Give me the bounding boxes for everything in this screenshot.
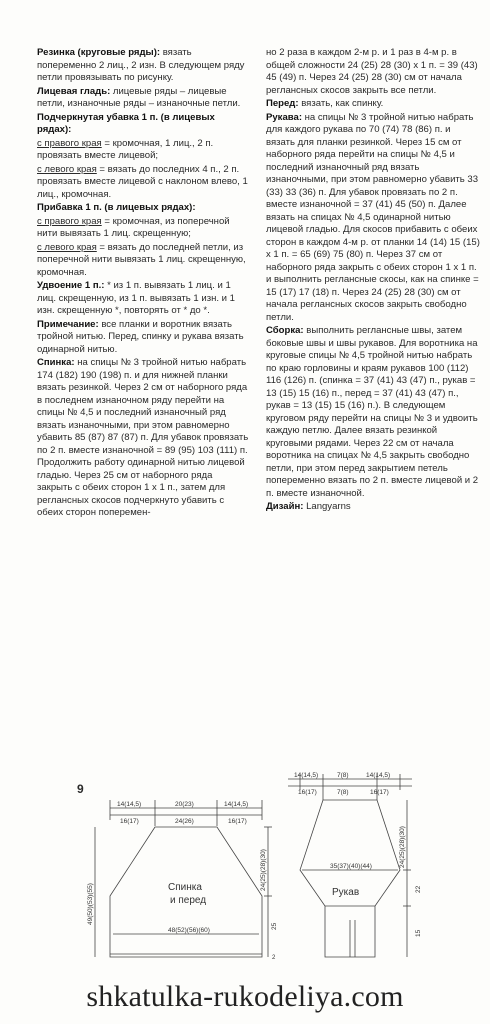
pattern-diagram: [0, 760, 490, 980]
sleeve-top-mid-a: 7(8): [337, 772, 349, 779]
paragraph-heading: Удвоение 1 п.:: [37, 280, 105, 291]
paragraph: [37, 242, 250, 280]
paragraph-text: = вязать до последней петли, из поперечной нити вывязать 1 лиц. скрещенную, кромочная.: [37, 241, 246, 278]
paragraph-text: на спицы № 3 тройной нитью набрать для каждого рукава по 70 (74) 78 (86) п. и вязать для планки резинкой. Через 15 см от наборного ряда перейти на спицы № 4,5 и последний изнаночный ряд вязать изнаночными, при этом равномерно убавить 33 (33) 33 (36) п. Для убавок провязать по 2 п. вместе изнаночной = 37 (41) 45 (50) п. Далее вязать на спицах № 4,5 одинарной нитью лицевой гладью. Для скосов прибавить с обеих сторон в каждом 4-м р. от планки 14 (14) 15 (15) х 1 п. = 65 (69) 75 (80) п. Через 37 см от наборного ряда закрыть с обеих сторон 1 х 1 п. и выполнить реглансные скосы, как на спинке = 15 (17) 17 (18) п. Через 24 (25) 28 (30) см от начала реглансных скосов закрыть свободно петли.: [266, 111, 480, 323]
paragraph-text: но 2 раза в каждом 2-м р. и 1 раз в 4-м р. в общей сложности 24 (25) 28 (30) х 1 п. = 39 (43) 45 (49) п. Через 24 (25) 28 (30) см от начала реглансных скосов закрыть все петли.: [266, 47, 478, 96]
paragraph-text: вязать, как спинку.: [298, 98, 384, 109]
paragraph-text: Langyarns: [303, 501, 351, 512]
body-top-left-a: 14(14,5): [117, 801, 142, 808]
paragraph: [37, 47, 250, 85]
edge-label: с правого края: [37, 137, 102, 149]
body-height-total: 49(50)(53)(55): [87, 883, 94, 925]
body-top-left-b: 16(17): [120, 818, 139, 825]
sleeve-label: Рукав: [332, 887, 360, 898]
paragraph-text: = вязать до последних 4 п., 2 п. провязать вместе лицевой с наклоном влево, 1 лиц., кромочная.: [37, 163, 248, 200]
body-height-band: 2: [272, 955, 276, 961]
paragraph: [266, 47, 480, 97]
instructions-right-column: [266, 47, 480, 514]
watermark: shkatulka-rukodeliya.com: [86, 980, 404, 1013]
sleeve-height-cuff: 15: [415, 929, 422, 937]
paragraph: [37, 112, 250, 137]
paragraph: [37, 216, 250, 241]
paragraph: [266, 501, 480, 514]
paragraph-text: * из 1 п. вывязать 1 лиц. и 1 лиц. скрещенную, из 1 п. вывязать 1 изн. и 1 изн. скрещенную *, повторять от * до *.: [37, 280, 235, 316]
sleeve-top-right-a: 14(14,5): [366, 772, 391, 779]
paragraph-heading: Сборка:: [266, 325, 304, 336]
sleeve-top-right-b: 16(17): [370, 789, 389, 796]
paragraph-heading: Лицевая гладь:: [37, 85, 111, 97]
sleeve-width: 35(37)(40)(44): [330, 863, 372, 870]
edge-label: с правого края: [37, 215, 102, 227]
paragraph-heading: Прибавка 1 п. (в лицевых рядах):: [37, 202, 196, 213]
instructions-left-column: [37, 47, 250, 520]
paragraph-text: вязать попеременно 2 лиц., 2 изн. В следующем ряду петли провязывать по рисунку.: [37, 47, 245, 83]
sleeve-top-left-b: 16(17): [298, 789, 317, 796]
paragraph: [37, 86, 250, 111]
paragraph-heading: Резинка (круговые ряды):: [37, 47, 161, 58]
paragraph: [37, 202, 250, 215]
sleeve-top-mid-b: 7(8): [337, 789, 349, 796]
body-height-lower: 25: [271, 922, 278, 930]
paragraph-heading: Подчеркнутая убавка 1 п. (в лицевых рядах):: [37, 111, 215, 135]
paragraph-heading: Рукава:: [266, 111, 302, 123]
body-top-mid-a: 20(23): [175, 801, 194, 808]
paragraph: [266, 98, 480, 111]
edge-label: с левого края: [37, 241, 97, 253]
paragraph-text: лицевые ряды – лицевые петли, изнаночные ряды – изнаночные петли.: [37, 85, 241, 109]
paragraph-heading: Перед:: [266, 98, 299, 109]
paragraph: [37, 164, 250, 202]
body-label-1: Спинка: [168, 882, 202, 893]
paragraph: [266, 325, 480, 500]
paragraph-text: выполнить реглансные швы, затем боковые швы и швы рукавов. Для воротника на круговые спицы № 4,5 тройной нитью набрать по краю горловины и краям рукавов 100 (112) 116 (126) п. (спинка = 37 (41) 43 (47) п., рукав = 13 (15) 15 (16) п., перед = 37 (41) 43 (47) п., рукав = 13 (15) 15 (16) п.). В следующем круговом ряду перейти на спицы № 3 и удвоить каждую петлю. Далее вязать резинкой круговыми рядами. Через 22 см от начала воротника на спицах № 4,5 закрыть свободно петли, при этом перед закрытием петель попеременно вязать по 2 п. вместе лицевой и 2 п. вместе изнаночной.: [266, 325, 479, 499]
body-label-2: и перед: [170, 895, 207, 906]
paragraph-heading: Дизайн:: [266, 501, 304, 512]
sleeve-top-left-a: 14(14,5): [294, 772, 319, 779]
paragraph: [37, 319, 250, 357]
body-top-right-b: 16(17): [228, 818, 247, 825]
paragraph: [266, 112, 480, 325]
paragraph-heading: Примечание:: [37, 318, 99, 330]
paragraph: [37, 357, 250, 520]
paragraph-text: на спицы № 3 тройной нитью набрать 174 (182) 190 (198) п. и для нижней планки вязать резинкой. Через 2 см от наборного ряда в последнем изнаночном ряду перейти на спицы № 4,5 и последний изнаночный ряд вязать изнаночными, при этом равномерно убавить 85 (87) 87 (87) п. Для убавок провязать по 2 п. вместе изнаночной = 89 (95) 103 (111) п. Продолжить работу одинарной нитью лицевой гладью. Через 25 см от наборного ряда закрыть с обеих сторон 1 х 1 п., затем для реглансных скосов подчеркнуто убавить с обеих сторон поперемен-: [37, 357, 249, 518]
edge-label: с левого края: [37, 163, 97, 175]
body-width: 48(52)(56)(60): [168, 927, 210, 934]
paragraph: [37, 138, 250, 163]
body-top-right-a: 14(14,5): [224, 801, 249, 808]
body-height-upper: 24(25)(28)(30): [260, 849, 267, 891]
paragraph-text: = кромочная, 1 лиц., 2 п. провязать вместе лицевой;: [37, 137, 214, 161]
sleeve-height-upper: 24(25)(28)(30): [399, 826, 406, 868]
sleeve-height-mid: 22: [415, 885, 422, 893]
paragraph-heading: Спинка:: [37, 357, 75, 368]
body-top-mid-b: 24(26): [175, 818, 194, 825]
paragraph-text: все планки и воротник вязать тройной нитью. Перед, спинку и рукава вязать одинарной нитью.: [37, 318, 244, 355]
paragraph-text: = кромочная, из поперечной нити вывязать 1 лиц. скрещенную;: [37, 215, 230, 239]
paragraph: [37, 280, 250, 318]
figure-number: 9: [77, 782, 84, 796]
